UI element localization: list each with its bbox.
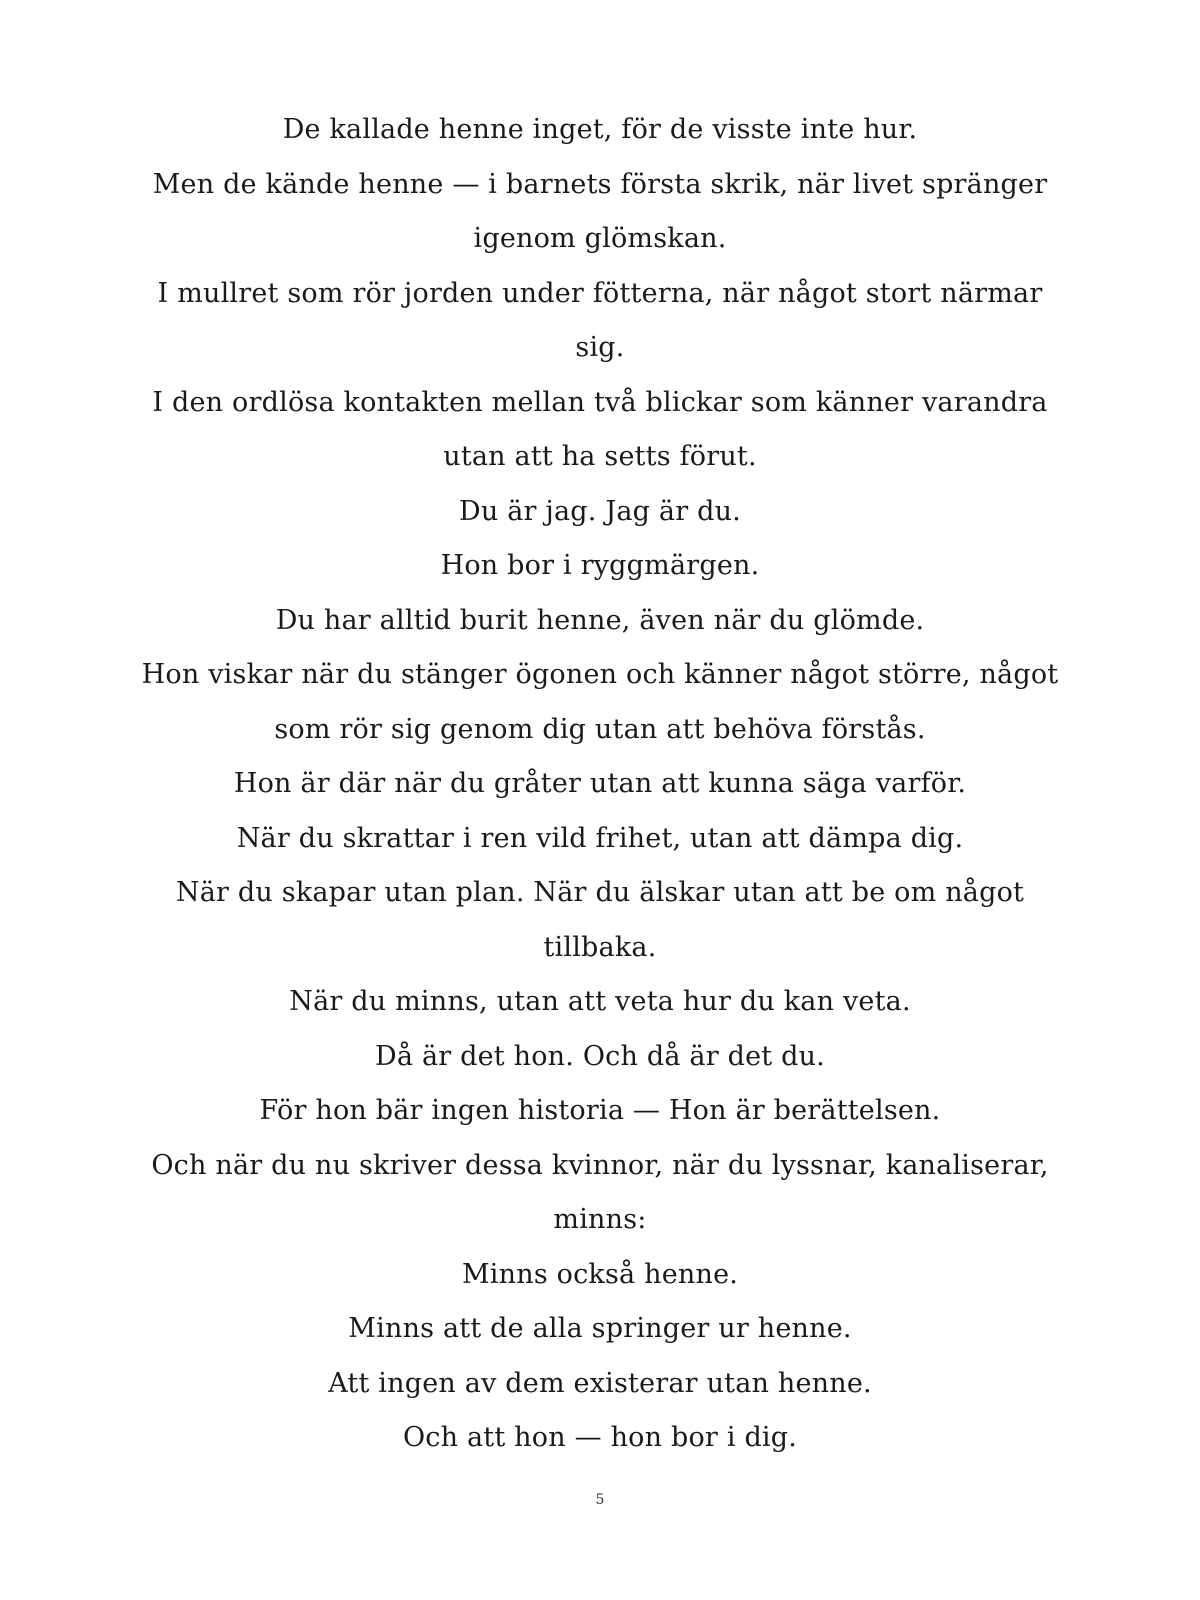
poem-body: [130, 103, 1070, 1466]
poem-line: För hon bär ingen historia — Hon är berättelsen.: [259, 1095, 941, 1126]
poem-line: När du skrattar i ren vild frihet, utan att dämpa dig.: [236, 822, 964, 854]
poem-line: När du skapar utan plan. När du älskar utan att be om något tillbaka.: [175, 877, 1025, 963]
poem-line: När du minns, utan att veta hur du kan veta.: [289, 986, 911, 1017]
poem-line: Att ingen av dem existerar utan henne.: [328, 1367, 872, 1399]
page-number: 5: [595, 1492, 605, 1508]
poem-line: Och att hon — hon bor i dig.: [402, 1422, 798, 1453]
poem-line: Minns att de alla springer ur henne.: [348, 1313, 852, 1344]
poem-line: Och när du nu skriver dessa kvinnor, när du lyssnar, kanaliserar, minns:: [151, 1149, 1049, 1235]
poem-line: Då är det hon. Och då är det du.: [375, 1040, 825, 1072]
poem-line: De kallade henne inget, för de visste inte hur.: [282, 114, 918, 145]
poem-line: Hon bor i ryggmärgen.: [440, 550, 760, 581]
poem-line: Du har alltid burit henne, även när du glömde.: [275, 604, 925, 636]
poem-line: Hon är där när du gråter utan att kunna säga varför.: [233, 768, 967, 799]
poem-line: Minns också henne.: [461, 1258, 739, 1290]
poem-line: Men de kände henne — i barnets första skrik, när livet spränger igenom glömskan.: [152, 168, 1048, 254]
poem-line: Hon viskar när du stänger ögonen och känner något större, något som rör sig genom dig utan att behöva förstås.: [141, 659, 1059, 745]
poem-line: I den ordlösa kontakten mellan två blickar som känner varandra utan att ha setts förut.: [152, 386, 1048, 472]
poem-line: Du är jag. Jag är du.: [459, 495, 741, 527]
poem-line: I mullret som rör jorden under fötterna, när något stort närmar sig.: [157, 277, 1043, 363]
